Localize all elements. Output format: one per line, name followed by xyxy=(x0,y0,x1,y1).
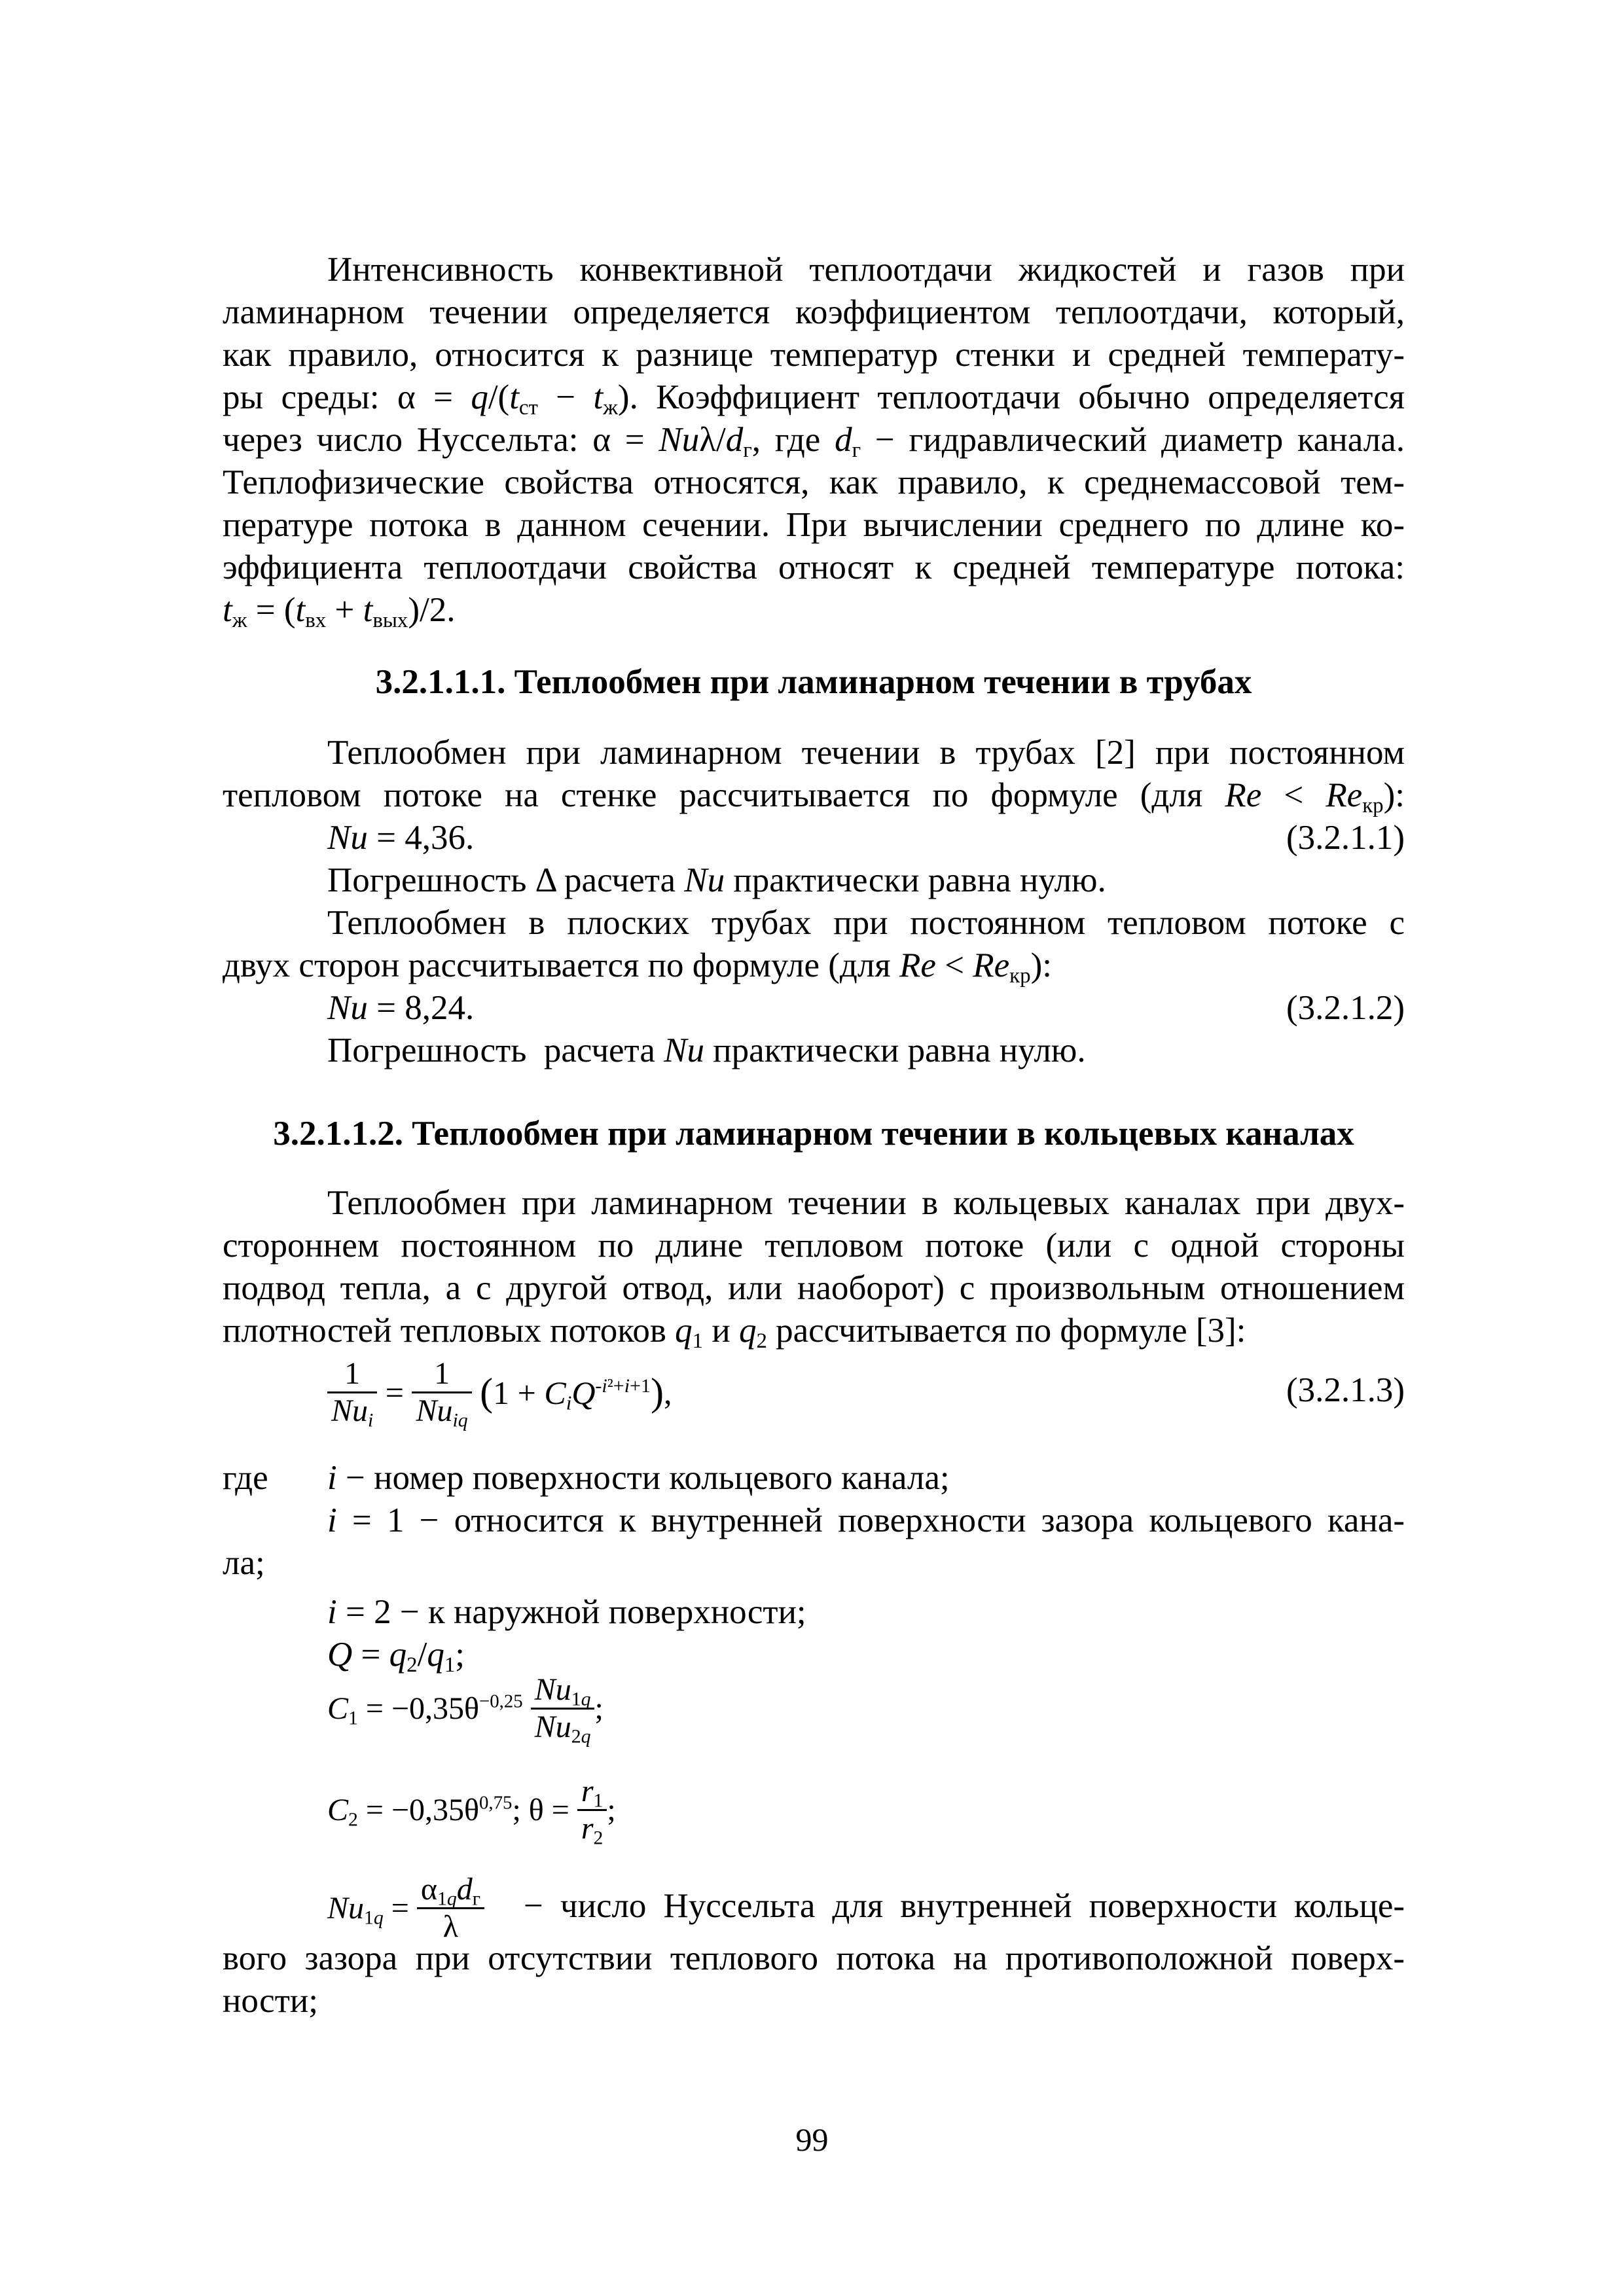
section1-paragraph-1 xyxy=(223,732,1405,817)
section-heading-1: 3.2.1.1.1. Теплообмен при ламинарном течении в трубах xyxy=(375,663,1252,701)
fraction-1-over-nu-i: $\frac{1}{Nu_i}$ xyxy=(327,1356,377,1429)
intro-line-6: Теплофизические свойства относятся, как правило, к среднемассовой тем- xyxy=(223,463,1405,501)
intro-line-5: через число Нуссельта: α = Nuλ/$d_г$, где $d_г$ − гидравлический диаметр канала. xyxy=(223,421,1405,463)
formula-3-2-1-1 xyxy=(223,817,1405,859)
page-number: 99 xyxy=(795,2121,829,2158)
formula-1-expression: Nu = 4,36. xyxy=(327,819,475,857)
fraction-r1-over-r2: $\frac{r_1}{r_2}$ xyxy=(577,1774,607,1846)
fraction-nu1q-over-nu2q: $\frac{Nu_{1q}}{Nu_{2q}}$ xyxy=(531,1672,595,1745)
def-i: i − номер поверхности кольцевого канала; xyxy=(327,1459,950,1497)
def-C2: $C_2 = -0,35\theta^{0,75}$; θ = $\frac{r_1}{r_2}$ ; xyxy=(327,1774,616,1849)
section1-p1-line2: тепловом потоке на стенке рассчитывается по формуле (для $Re < Re_{кр}$): xyxy=(223,776,1405,818)
formula-3-number: (3.2.1.3) xyxy=(1286,1371,1405,1409)
intro-line-1: Интенсивность конвективной теплоотдачи жидкостей и газов при xyxy=(327,251,1405,289)
section1-p1-line1: Теплообмен при ламинарном течении в трубах [2] при постоянном xyxy=(327,734,1405,772)
def-C1: $C_1 = -0,35\theta^{-0,25}$ $\frac{Nu_{1q}}{Nu_{2q}}$ ; xyxy=(327,1672,604,1748)
intro-line-4: ры среды: $\alpha = q/(t_{ст} - t_ж)$. Коэффициент теплоотдачи обычно определяется xyxy=(223,378,1405,420)
where-label: где xyxy=(223,1459,268,1497)
formula-3-2-1-2 xyxy=(223,987,1405,1030)
def-Nu1q-tail: − число Нуссельта для внутренней поверхности кольце- xyxy=(524,1887,1405,1925)
section2-paragraph xyxy=(223,1182,1405,1352)
intro-line-9: $t_ж = (t_{вх} + t_{вых})/2$. xyxy=(223,591,456,633)
section1-paragraph-2 xyxy=(223,902,1405,987)
section1-p2-line2: двух сторон рассчитывается по формуле (для $Re < Re_{кр}$): xyxy=(223,946,1052,988)
formula-3-row xyxy=(223,1369,1405,1412)
intro-paragraph xyxy=(223,249,1405,632)
formula-1-number: (3.2.1.1) xyxy=(1286,819,1405,857)
intro-line-2: ламинарном течении определяется коэффициентом теплоотдачи, который, xyxy=(223,293,1405,331)
fraction-alpha-d-over-lambda: $\frac{\alpha_{1q}d_г}{\lambda}$ xyxy=(417,1872,484,1945)
intro-line-7: пературе потока в данном сечении. При вычислении среднего по длине ко- xyxy=(223,506,1405,544)
formula-2-expression: Nu = 8,24. xyxy=(327,989,475,1027)
section1-p2-line1: Теплообмен в плоских трубах при постоянном тепловом потоке с xyxy=(327,904,1405,942)
def-i2: i = 2 − к наружной поверхности; xyxy=(327,1593,806,1631)
section2-line4: плотностей тепловых потоков $q_1$ и $q_2$ рассчитывается по формуле [3]: xyxy=(223,1312,1246,1354)
def-Nu1q: $Nu_{1q}$ = $\frac{\alpha_{1q}d_г}{\lambda}$ xyxy=(327,1872,484,1945)
formula-2-number: (3.2.1.2) xyxy=(1286,989,1405,1027)
def-i1: i = 1 − относится к внутренней поверхности зазора кольцевого кана- xyxy=(327,1501,1405,1539)
error-2-text: Погрешность расчета Nu практически равна нулю. xyxy=(327,1031,1086,1069)
section1-error-2 xyxy=(223,1030,1405,1072)
section2-line3: подвод тепла, а с другой отвод, или наоборот) с произвольным отношением xyxy=(223,1269,1405,1307)
def-Q: $Q = q_2/q_1$; xyxy=(327,1636,465,1677)
section2-line1: Теплообмен при ламинарном течении в кольцевых каналах при двух- xyxy=(327,1184,1405,1222)
def-i1-continuation: ла; xyxy=(223,1544,265,1582)
section2-line2: стороннем постоянном по длине тепловом потоке (или с одной стороны xyxy=(223,1227,1405,1265)
def-Nu1q-line3: ности; xyxy=(223,1982,318,2020)
formula-3-2-1-3-expression: $\frac{1}{Nu_i}$ = $\frac{1}{Nu_{iq}}$ $(1 + C_iQ^{-i^2+i+1})$, xyxy=(327,1356,672,1428)
section-heading-2: 3.2.1.1.2. Теплообмен при ламинарном течении в кольцевых каналах xyxy=(273,1115,1354,1153)
section1-error-1 xyxy=(223,859,1405,902)
intro-line-8: эффициента теплоотдачи свойства относят к средней температуре потока: xyxy=(223,548,1405,586)
fraction-1-over-nu-iq: $\frac{1}{Nu_{iq}}$ xyxy=(412,1356,471,1429)
def-Nu1q-line2: вого зазора при отсутствии теплового потока на противоположной поверх- xyxy=(223,1939,1405,1977)
intro-line-3: как правило, относится к разнице температур стенки и средней температу- xyxy=(223,336,1405,374)
error-1-text: Погрешность Δ расчета Nu практически равна нулю. xyxy=(327,861,1106,899)
